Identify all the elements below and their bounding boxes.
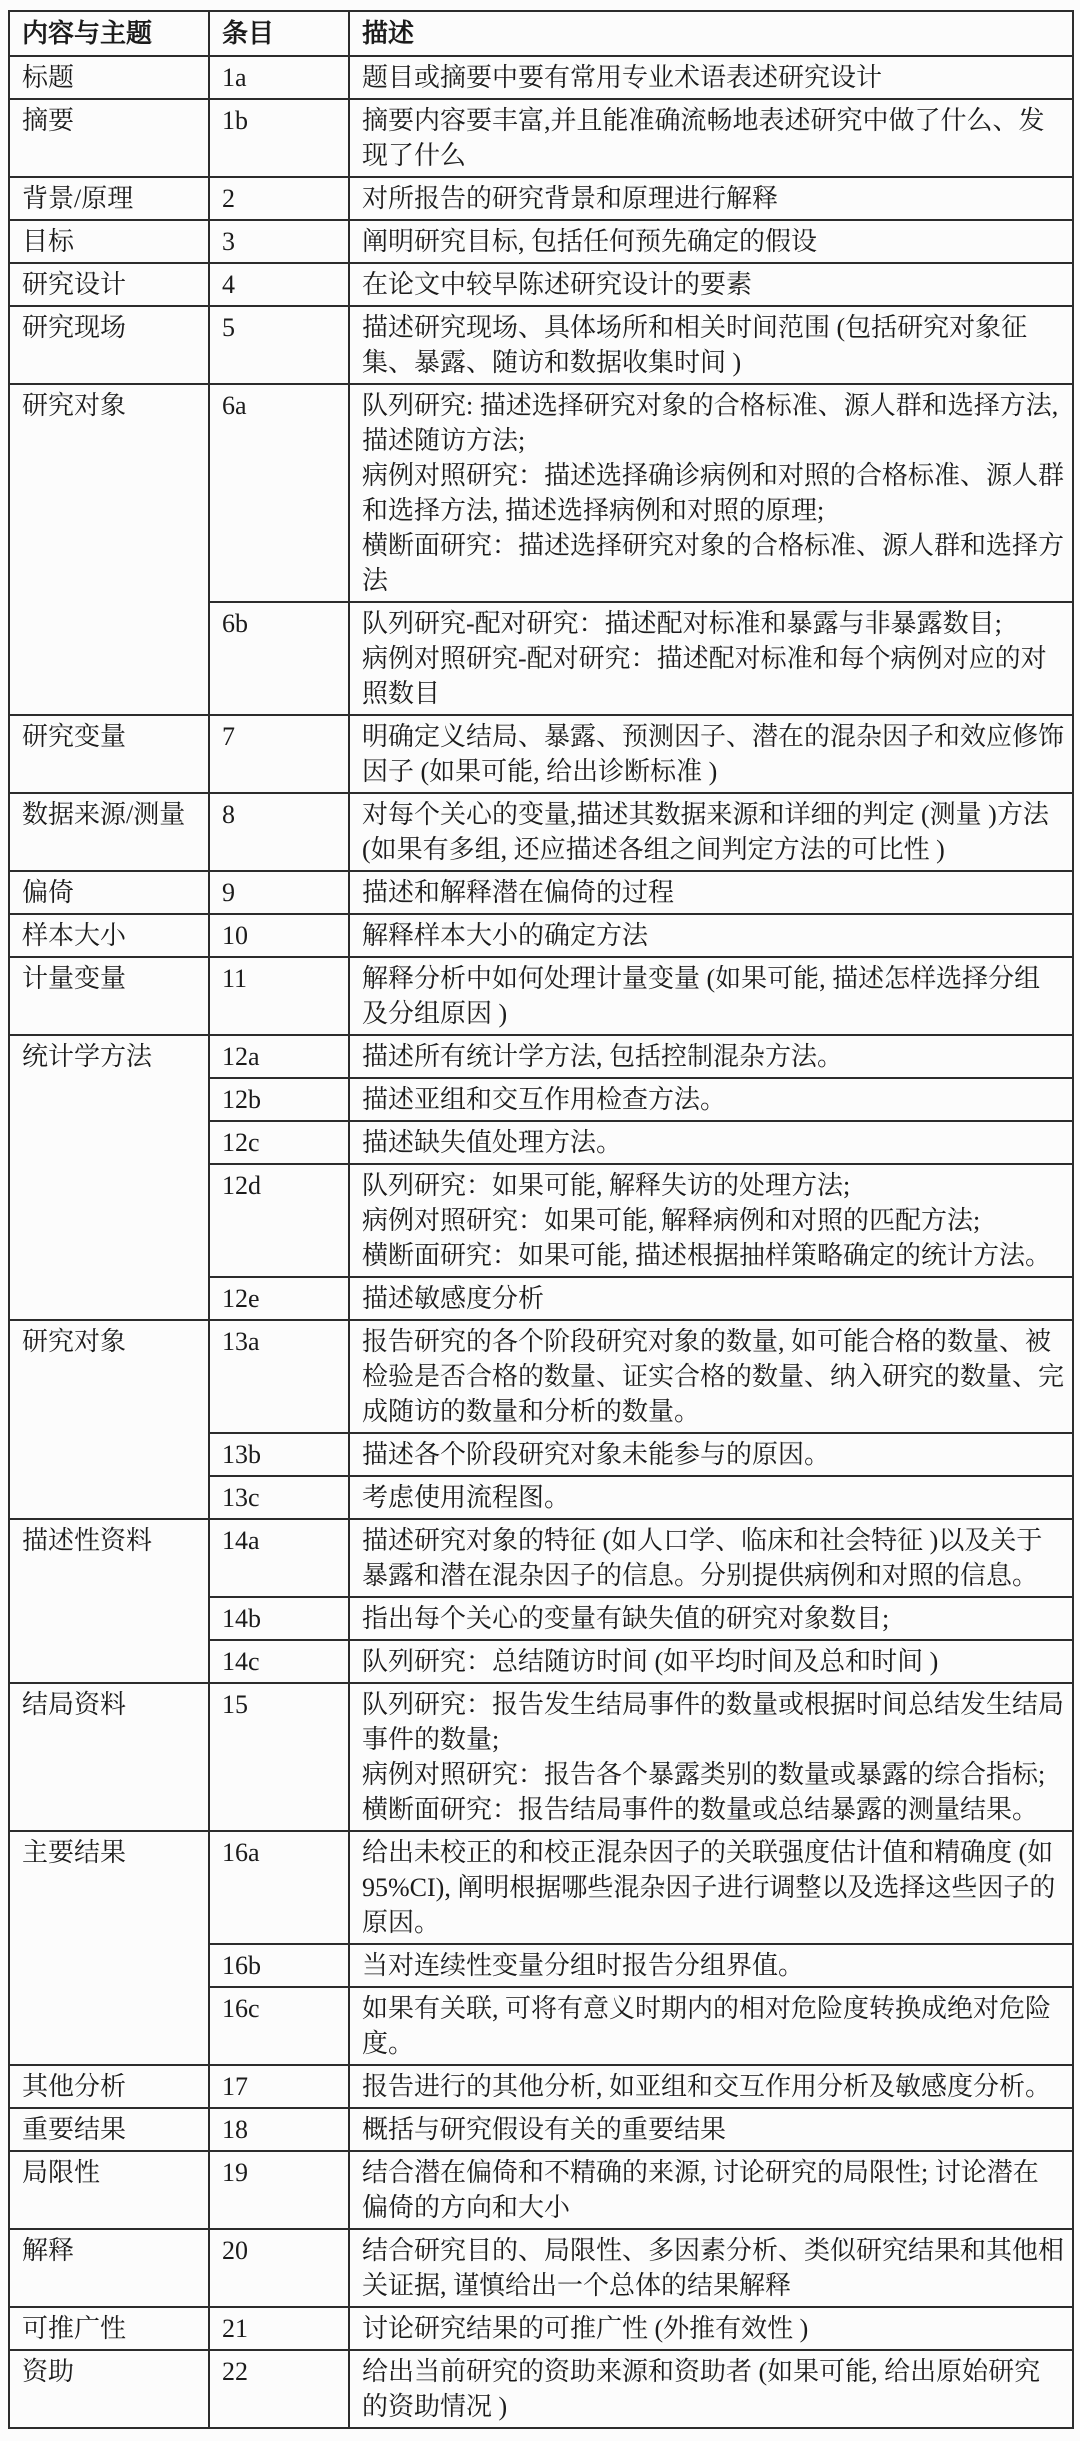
description-cell	[349, 2307, 1073, 2350]
header-topic: 内容与主题	[9, 11, 209, 56]
topic-cell: 研究变量	[9, 715, 209, 793]
item-number-cell: 3	[209, 220, 349, 263]
description-cell	[349, 1433, 1073, 1476]
table-row	[9, 1320, 1073, 1433]
item-number-cell: 1a	[209, 56, 349, 99]
item-number-cell: 18	[209, 2108, 349, 2151]
description-cell	[349, 793, 1073, 871]
description-cell	[349, 2065, 1073, 2108]
topic-cell: 研究对象	[9, 384, 209, 715]
description-line: 病例对照研究：报告各个暴露类别的数量或暴露的综合指标;	[362, 1760, 1046, 1789]
item-number-cell: 16a	[209, 1831, 349, 1944]
item-number-cell: 13c	[209, 1476, 349, 1519]
description-cell	[349, 1831, 1073, 1944]
topic-cell: 标题	[9, 56, 209, 99]
description-cell	[349, 602, 1073, 715]
topic-cell: 样本大小	[9, 914, 209, 957]
description-line: 如果有关联, 可将有意义时期内的相对危险度转换成绝对危险度。	[362, 1994, 1052, 2058]
description-line: 题目或摘要中要有常用专业术语表述研究设计	[362, 63, 883, 92]
description-line: 病例对照研究-配对研究：描述配对标准和每个病例对应的对照数目	[362, 644, 1047, 708]
description-cell	[349, 263, 1073, 306]
description-line: 对每个关心的变量,描述其数据来源和详细的判定 (测量 )方法 (如果有多组, 还应描述各组之间判定方法的可比性 )	[362, 800, 1049, 864]
description-cell	[349, 1944, 1073, 1987]
table-row	[9, 957, 1073, 1035]
description-cell	[349, 2350, 1073, 2428]
item-number-cell: 6a	[209, 384, 349, 602]
topic-cell: 研究现场	[9, 306, 209, 384]
item-number-cell: 16c	[209, 1987, 349, 2065]
description-cell	[349, 1476, 1073, 1519]
description-line: 描述研究现场、具体场所和相关时间范围 (包括研究对象征集、暴露、随访和数据收集时间 )	[362, 313, 1028, 377]
description-cell	[349, 384, 1073, 602]
item-number-cell: 6b	[209, 602, 349, 715]
table-row	[9, 2065, 1073, 2108]
description-line: 描述缺失值处理方法。	[362, 1128, 623, 1157]
item-number-cell: 9	[209, 871, 349, 914]
table-row	[9, 793, 1073, 871]
description-line: 当对连续性变量分组时报告分组界值。	[362, 1951, 805, 1980]
topic-cell: 解释	[9, 2229, 209, 2307]
topic-cell: 背景/原理	[9, 177, 209, 220]
description-line: 队列研究-配对研究：描述配对标准和暴露与非暴露数目;	[362, 609, 1002, 638]
description-cell	[349, 914, 1073, 957]
description-line: 描述各个阶段研究对象未能参与的原因。	[362, 1440, 831, 1469]
description-line: 横断面研究：如果可能, 描述根据抽样策略确定的统计方法。	[362, 1241, 1052, 1270]
description-line: 队列研究: 描述选择研究对象的合格标准、源人群和选择方法, 描述随访方法;	[362, 391, 1059, 455]
item-number-cell: 5	[209, 306, 349, 384]
item-number-cell: 14c	[209, 1640, 349, 1683]
table-row	[9, 1831, 1073, 1944]
description-cell	[349, 56, 1073, 99]
description-cell	[349, 220, 1073, 263]
description-line: 横断面研究：描述选择研究对象的合格标准、源人群和选择方法	[362, 531, 1065, 595]
item-number-cell: 14a	[209, 1519, 349, 1597]
description-cell	[349, 1597, 1073, 1640]
item-number-cell: 17	[209, 2065, 349, 2108]
description-line: 横断面研究：报告结局事件的数量或总结暴露的测量结果。	[362, 1795, 1039, 1824]
description-cell	[349, 2151, 1073, 2229]
table-body	[9, 56, 1073, 2428]
description-line: 给出未校正的和校正混杂因子的关联强度估计值和精确度 (如 95%CI), 阐明根据哪些混杂因子进行调整以及选择这些因子的原因。	[362, 1838, 1056, 1937]
item-number-cell: 11	[209, 957, 349, 1035]
description-cell	[349, 715, 1073, 793]
item-number-cell: 22	[209, 2350, 349, 2428]
description-line: 阐明研究目标, 包括任何预先确定的假设	[362, 227, 818, 256]
table-row	[9, 2307, 1073, 2350]
item-number-cell: 12a	[209, 1035, 349, 1078]
description-line: 报告研究的各个阶段研究对象的数量, 如可能合格的数量、被检验是否合格的数量、证实合格的数量、纳入研究的数量、完成随访的数量和分析的数量。	[362, 1327, 1065, 1426]
header-row	[9, 11, 1073, 56]
topic-cell: 局限性	[9, 2151, 209, 2229]
item-number-cell: 12c	[209, 1121, 349, 1164]
header-description: 描述	[349, 11, 1073, 56]
item-number-cell: 12b	[209, 1078, 349, 1121]
description-cell	[349, 2229, 1073, 2307]
item-number-cell: 15	[209, 1683, 349, 1831]
item-number-cell: 4	[209, 263, 349, 306]
topic-cell: 研究设计	[9, 263, 209, 306]
topic-cell: 数据来源/测量	[9, 793, 209, 871]
item-number-cell: 1b	[209, 99, 349, 177]
description-line: 给出当前研究的资助来源和资助者 (如果可能, 给出原始研究的资助情况 )	[362, 2357, 1041, 2421]
item-number-cell: 12e	[209, 1277, 349, 1320]
description-line: 描述研究对象的特征 (如人口学、临床和社会特征 )以及关于暴露和潜在混杂因子的信息。分别提供病例和对照的信息。	[362, 1526, 1043, 1590]
description-line: 解释分析中如何处理计量变量 (如果可能, 描述怎样选择分组及分组原因 )	[362, 964, 1041, 1028]
description-cell	[349, 1320, 1073, 1433]
item-number-cell: 21	[209, 2307, 349, 2350]
description-line: 队列研究：如果可能, 解释失访的处理方法;	[362, 1171, 851, 1200]
description-cell	[349, 1519, 1073, 1597]
table-row	[9, 1519, 1073, 1597]
description-cell	[349, 1164, 1073, 1277]
description-line: 对所报告的研究背景和原理进行解释	[362, 184, 779, 213]
topic-cell: 重要结果	[9, 2108, 209, 2151]
item-number-cell: 2	[209, 177, 349, 220]
topic-cell: 研究对象	[9, 1320, 209, 1519]
description-line: 概括与研究假设有关的重要结果	[362, 2115, 727, 2144]
table-row	[9, 1035, 1073, 1078]
description-line: 报告进行的其他分析, 如亚组和交互作用分析及敏感度分析。	[362, 2072, 1052, 2101]
topic-cell: 其他分析	[9, 2065, 209, 2108]
table-row	[9, 306, 1073, 384]
table-header	[9, 11, 1073, 56]
item-number-cell: 13a	[209, 1320, 349, 1433]
description-cell	[349, 871, 1073, 914]
topic-cell: 摘要	[9, 99, 209, 177]
description-cell	[349, 1987, 1073, 2065]
table-row	[9, 384, 1073, 602]
description-line: 明确定义结局、暴露、预测因子、潜在的混杂因子和效应修饰因子 (如果可能, 给出诊断标准 )	[362, 722, 1065, 786]
description-cell	[349, 99, 1073, 177]
description-line: 病例对照研究：如果可能, 解释病例和对照的匹配方法;	[362, 1206, 981, 1235]
description-line: 队列研究：总结随访时间 (如平均时间及总和时间 )	[362, 1647, 939, 1676]
description-line: 队列研究：报告发生结局事件的数量或根据时间总结发生结局事件的数量;	[362, 1690, 1065, 1754]
description-line: 结合潜在偏倚和不精确的来源, 讨论研究的局限性; 讨论潜在偏倚的方向和大小	[362, 2158, 1039, 2222]
table-row	[9, 2108, 1073, 2151]
topic-cell: 主要结果	[9, 1831, 209, 2065]
description-cell	[349, 1277, 1073, 1320]
table-row	[9, 99, 1073, 177]
description-line: 在论文中较早陈述研究设计的要素	[362, 270, 753, 299]
item-number-cell: 16b	[209, 1944, 349, 1987]
item-number-cell: 19	[209, 2151, 349, 2229]
item-number-cell: 12d	[209, 1164, 349, 1277]
item-number-cell: 20	[209, 2229, 349, 2307]
description-cell	[349, 1683, 1073, 1831]
table-row	[9, 177, 1073, 220]
table-row	[9, 914, 1073, 957]
header-item: 条目	[209, 11, 349, 56]
description-cell	[349, 1078, 1073, 1121]
table-row	[9, 2350, 1073, 2428]
topic-cell: 可推广性	[9, 2307, 209, 2350]
table-row	[9, 871, 1073, 914]
description-line: 病例对照研究：描述选择确诊病例和对照的合格标准、源人群和选择方法, 描述选择病例和对照的原理;	[362, 461, 1065, 525]
description-line: 结合研究目的、局限性、多因素分析、类似研究结果和其他相关证据, 谨慎给出一个总体的结果解释	[362, 2236, 1065, 2300]
topic-cell: 计量变量	[9, 957, 209, 1035]
description-line: 解释样本大小的确定方法	[362, 921, 649, 950]
item-number-cell: 14b	[209, 1597, 349, 1640]
table-row	[9, 263, 1073, 306]
item-number-cell: 8	[209, 793, 349, 871]
description-cell	[349, 177, 1073, 220]
item-number-cell: 7	[209, 715, 349, 793]
description-cell	[349, 1121, 1073, 1164]
description-cell	[349, 2108, 1073, 2151]
topic-cell: 资助	[9, 2350, 209, 2428]
description-line: 描述和解释潜在偏倚的过程	[362, 878, 675, 907]
topic-cell: 结局资料	[9, 1683, 209, 1831]
table-row	[9, 2151, 1073, 2229]
description-line: 讨论研究结果的可推广性 (外推有效性 )	[362, 2314, 809, 2343]
description-line: 描述亚组和交互作用检查方法。	[362, 1085, 727, 1114]
table-row	[9, 715, 1073, 793]
table-row	[9, 220, 1073, 263]
item-number-cell: 13b	[209, 1433, 349, 1476]
description-line: 考虑使用流程图。	[362, 1483, 571, 1512]
description-line: 摘要内容要丰富,并且能准确流畅地表述研究中做了什么、发现了什么	[362, 106, 1045, 170]
topic-cell: 描述性资料	[9, 1519, 209, 1683]
table-row	[9, 2229, 1073, 2307]
item-number-cell: 10	[209, 914, 349, 957]
topic-cell: 目标	[9, 220, 209, 263]
description-cell	[349, 1035, 1073, 1078]
description-line: 描述所有统计学方法, 包括控制混杂方法。	[362, 1042, 844, 1071]
description-cell	[349, 306, 1073, 384]
topic-cell: 偏倚	[9, 871, 209, 914]
description-line: 指出每个关心的变量有缺失值的研究对象数目;	[362, 1604, 890, 1633]
strobe-checklist-table	[8, 10, 1074, 2429]
description-line: 描述敏感度分析	[362, 1284, 545, 1313]
table-row	[9, 56, 1073, 99]
topic-cell: 统计学方法	[9, 1035, 209, 1320]
table-row	[9, 1683, 1073, 1831]
description-cell	[349, 957, 1073, 1035]
description-cell	[349, 1640, 1073, 1683]
